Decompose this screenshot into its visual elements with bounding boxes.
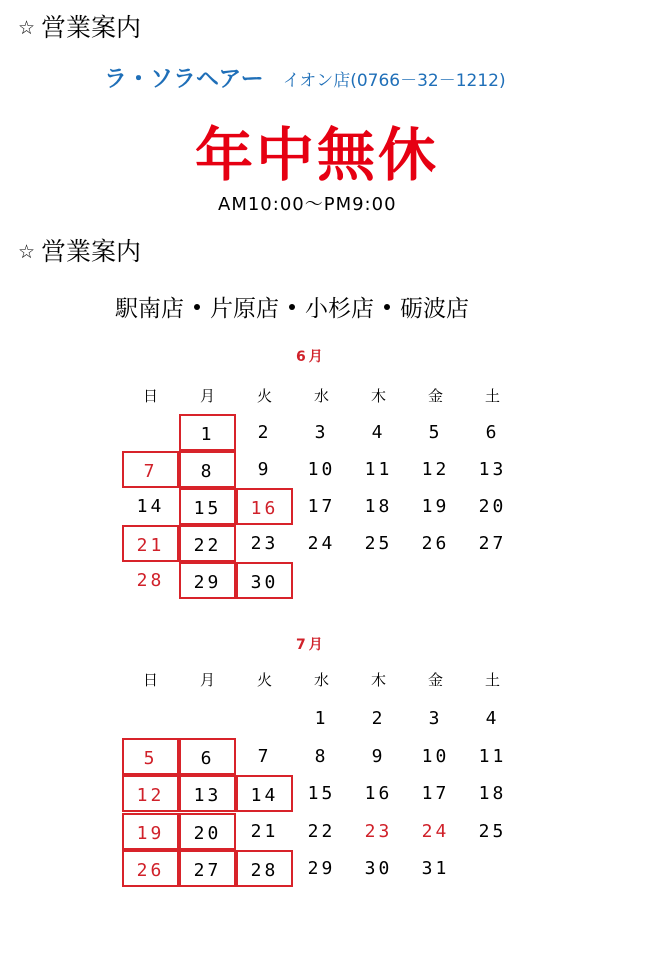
calendar-day: 23 <box>364 820 393 842</box>
calendar-day: 1 <box>314 708 329 729</box>
calendar-day: 3 <box>314 422 329 443</box>
business-hours: AM10:00〜PM9:00 <box>218 194 397 215</box>
calendar-day: 5 <box>122 738 179 775</box>
shop-line <box>104 60 506 93</box>
calendar-day: 1 <box>179 414 236 451</box>
calendar-day: 15 <box>307 783 336 804</box>
weekday-header: 日 <box>142 671 158 689</box>
calendar-day: 28 <box>136 570 165 591</box>
calendar-day: 13 <box>478 459 507 480</box>
store-list <box>115 290 469 323</box>
weekday-header: 月 <box>199 387 215 405</box>
weekday-header: 火 <box>256 671 272 689</box>
calendar-day: 9 <box>257 459 272 480</box>
calendar-day: 8 <box>314 745 329 767</box>
calendar-day: 11 <box>364 459 393 480</box>
calendar-day: 11 <box>478 745 507 767</box>
calendar-day: 20 <box>179 813 236 850</box>
weekday-header: 土 <box>484 671 500 689</box>
calendar-day: 9 <box>371 745 386 767</box>
store-name: 駅南店 <box>115 296 184 322</box>
calendar-day: 14 <box>136 496 165 517</box>
calendar-day: 8 <box>179 451 236 488</box>
store-name: 砺波店 <box>400 296 469 322</box>
calendar-day: 2 <box>257 422 272 443</box>
calendar-day: 30 <box>236 562 293 599</box>
bullet-icon <box>194 304 200 310</box>
calendar-july <box>0 630 654 930</box>
star-icon: ☆ <box>18 17 36 39</box>
bullet-icon <box>384 304 390 310</box>
calendar-day: 5 <box>428 422 443 443</box>
calendar-day: 4 <box>485 708 500 729</box>
calendar-day: 12 <box>421 459 450 480</box>
calendar-day: 6 <box>179 738 236 775</box>
calendar-day: 7 <box>122 451 179 488</box>
bullet-icon <box>289 304 295 310</box>
weekday-header: 月 <box>199 671 215 689</box>
calendar-day: 26 <box>122 850 179 887</box>
star-icon: ☆ <box>18 241 36 263</box>
section-title: 営業案内 <box>41 237 142 266</box>
weekday-header: 金 <box>427 387 443 405</box>
calendar-day: 29 <box>179 562 236 599</box>
calendar-month-title: 7月 <box>296 637 326 653</box>
calendar-day: 6 <box>485 422 500 443</box>
weekday-header: 土 <box>484 387 500 405</box>
calendar-day: 27 <box>179 850 236 887</box>
section-heading-2 <box>18 232 141 268</box>
calendar-day: 23 <box>250 533 279 554</box>
calendar-day: 2 <box>371 708 386 729</box>
store-name: 片原店 <box>210 296 279 322</box>
calendar-day: 21 <box>122 525 179 562</box>
calendar-day: 13 <box>179 775 236 812</box>
calendar-day: 18 <box>364 496 393 517</box>
calendar-june <box>0 340 654 640</box>
calendar-day: 27 <box>478 533 507 554</box>
calendar-day: 19 <box>122 813 179 850</box>
calendar-day: 12 <box>122 775 179 812</box>
calendar-day: 30 <box>364 858 393 879</box>
calendar-day: 21 <box>250 820 279 842</box>
calendar-day: 20 <box>478 496 507 517</box>
weekday-header: 金 <box>427 671 443 689</box>
calendar-day: 16 <box>364 783 393 804</box>
calendar-day: 14 <box>236 775 293 812</box>
weekday-header: 火 <box>256 387 272 405</box>
calendar-day: 18 <box>478 783 507 804</box>
weekday-header: 木 <box>370 387 386 405</box>
calendar-day: 17 <box>307 496 336 517</box>
calendar-day: 3 <box>428 708 443 729</box>
calendar-day: 22 <box>179 525 236 562</box>
calendar-day: 24 <box>307 533 336 554</box>
calendar-day: 29 <box>307 858 336 879</box>
calendar-day: 10 <box>421 745 450 767</box>
section-heading-1 <box>18 8 141 44</box>
shop-branch: イオン店(0766－32－1212) <box>282 71 506 91</box>
calendar-day: 15 <box>179 488 236 525</box>
weekday-header: 水 <box>313 671 329 689</box>
store-name: 小杉店 <box>305 296 374 322</box>
calendar-day: 17 <box>421 783 450 804</box>
shop-name: ラ・ソラヘアー <box>104 66 264 92</box>
calendar-day: 25 <box>364 533 393 554</box>
section-title: 営業案内 <box>41 13 142 42</box>
weekday-header: 日 <box>142 387 158 405</box>
calendar-day: 31 <box>421 858 450 879</box>
calendar-day: 4 <box>371 422 386 443</box>
calendar-day: 25 <box>478 820 507 842</box>
weekday-header: 水 <box>313 387 329 405</box>
calendar-day: 16 <box>236 488 293 525</box>
calendar-day: 24 <box>421 820 450 842</box>
calendar-day: 10 <box>307 459 336 480</box>
calendar-month-title: 6月 <box>296 349 326 365</box>
calendar-day: 28 <box>236 850 293 887</box>
calendar-day: 26 <box>421 533 450 554</box>
calendar-day: 7 <box>257 745 272 767</box>
open-all-year-headline: 年中無休 <box>195 121 440 189</box>
calendar-day: 22 <box>307 820 336 842</box>
weekday-header: 木 <box>370 671 386 689</box>
calendar-day: 19 <box>421 496 450 517</box>
